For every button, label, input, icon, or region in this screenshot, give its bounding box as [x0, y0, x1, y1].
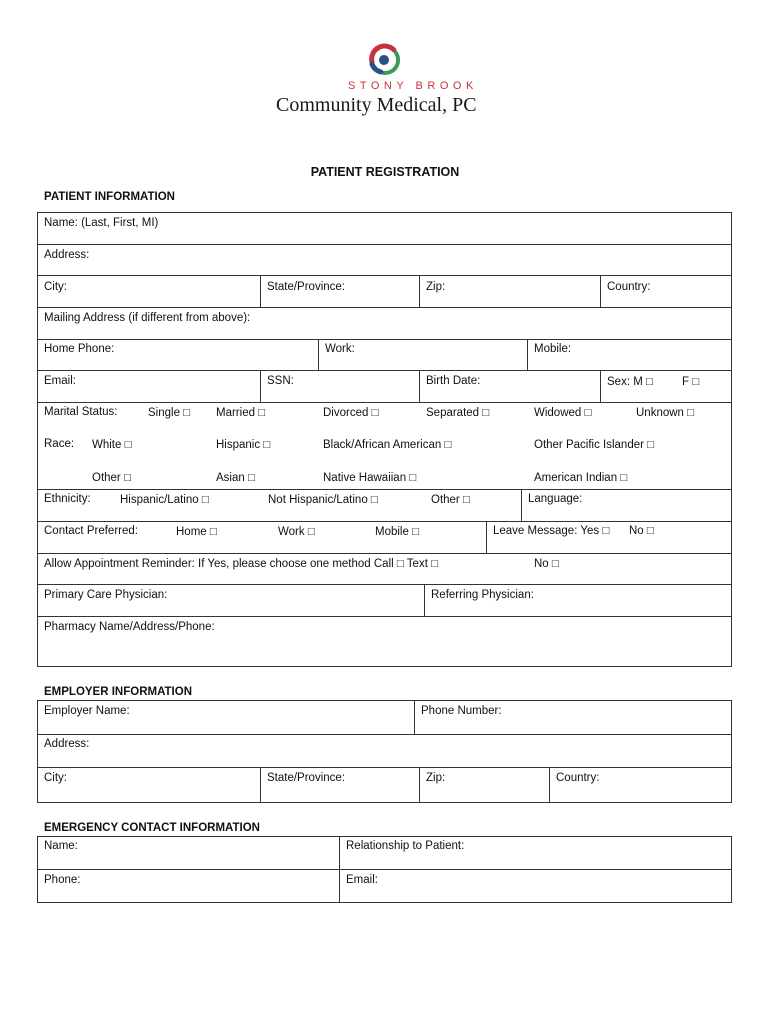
field-employer-state[interactable]: State/Province: — [267, 772, 345, 784]
checkbox-sex-f[interactable]: F □ — [682, 376, 700, 388]
field-pharmacy[interactable]: Pharmacy Name/Address/Phone: — [44, 621, 215, 633]
checkbox-contact-work[interactable]: Work □ — [278, 526, 315, 538]
field-emergency-name[interactable]: Name: — [44, 840, 78, 852]
checkbox-single[interactable]: Single □ — [148, 407, 191, 419]
field-primary-care-physician[interactable]: Primary Care Physician: — [44, 589, 168, 601]
checkbox-unknown[interactable]: Unknown □ — [636, 407, 695, 419]
checkbox-black[interactable]: Black/African American □ — [323, 439, 452, 451]
appointment-reminder[interactable]: Allow Appointment Reminder: If Yes, please choose one method Call □ Text □ — [44, 558, 439, 570]
page-title: PATIENT REGISTRATION — [310, 165, 460, 179]
checkbox-married[interactable]: Married □ — [216, 407, 266, 419]
field-state[interactable]: State/Province: — [267, 281, 345, 293]
logo-mark — [364, 42, 406, 76]
checkbox-widowed[interactable]: Widowed □ — [534, 407, 592, 419]
section-heading-employer: EMPLOYER INFORMATION — [44, 686, 193, 698]
field-work-phone[interactable]: Work: — [325, 343, 355, 355]
field-ssn[interactable]: SSN: — [267, 375, 294, 387]
section-heading-emergency: EMERGENCY CONTACT INFORMATION — [44, 822, 260, 834]
checkbox-asian[interactable]: Asian □ — [216, 472, 255, 484]
field-email[interactable]: Email: — [44, 375, 76, 387]
checkbox-sex-m[interactable]: Sex: M □ — [607, 376, 653, 388]
checkbox-american-indian[interactable]: American Indian □ — [534, 472, 628, 484]
checkbox-pacific-islander[interactable]: Other Pacific Islander □ — [534, 439, 655, 451]
field-employer-country[interactable]: Country: — [556, 772, 600, 784]
field-employer-name[interactable]: Employer Name: — [44, 705, 130, 717]
field-mobile-phone[interactable]: Mobile: — [534, 343, 572, 355]
checkbox-white[interactable]: White □ — [92, 439, 132, 451]
checkbox-hispanic-latino[interactable]: Hispanic/Latino □ — [120, 494, 209, 506]
checkbox-separated[interactable]: Separated □ — [426, 407, 490, 419]
checkbox-leave-message-no[interactable]: No □ — [629, 525, 654, 537]
section-heading-patient: PATIENT INFORMATION — [44, 191, 175, 203]
checkbox-reminder-no[interactable]: No □ — [534, 558, 559, 570]
employer-info-table — [37, 700, 732, 803]
field-employer-phone[interactable]: Phone Number: — [421, 705, 502, 717]
field-employer-zip[interactable]: Zip: — [426, 772, 446, 784]
checkbox-divorced[interactable]: Divorced □ — [323, 407, 379, 419]
field-language[interactable]: Language: — [528, 493, 583, 505]
checkbox-leave-message-yes[interactable]: Leave Message: Yes □ — [493, 525, 610, 537]
field-emergency-email[interactable]: Email: — [346, 874, 378, 886]
contact-preferred-label: Contact Preferred: — [44, 525, 138, 537]
ethnicity-label: Ethnicity: — [44, 493, 91, 505]
marital-status-label: Marital Status: — [44, 406, 118, 418]
field-emergency-relationship[interactable]: Relationship to Patient: — [346, 840, 465, 852]
logo-line1: STONY BROOK — [348, 80, 478, 92]
checkbox-ethnicity-other[interactable]: Other □ — [431, 494, 470, 506]
checkbox-contact-mobile[interactable]: Mobile □ — [375, 526, 420, 538]
field-employer-address[interactable]: Address: — [44, 738, 90, 750]
race-label: Race: — [44, 438, 75, 450]
field-address[interactable]: Address: — [44, 249, 90, 261]
field-emergency-phone[interactable]: Phone: — [44, 874, 81, 886]
checkbox-contact-home[interactable]: Home □ — [176, 526, 217, 538]
checkbox-not-hispanic[interactable]: Not Hispanic/Latino □ — [268, 494, 378, 506]
logo-line2: Community Medical, PC — [276, 94, 477, 116]
field-employer-city[interactable]: City: — [44, 772, 67, 784]
field-country[interactable]: Country: — [607, 281, 651, 293]
field-zip[interactable]: Zip: — [426, 281, 446, 293]
field-mailing-address[interactable]: Mailing Address (if different from above): — [44, 312, 251, 324]
checkbox-hispanic[interactable]: Hispanic □ — [216, 439, 271, 451]
checkbox-race-other[interactable]: Other □ — [92, 472, 131, 484]
field-name[interactable]: Name: (Last, First, MI) — [44, 217, 159, 229]
checkbox-native-hawaiian[interactable]: Native Hawaiian □ — [323, 472, 417, 484]
field-city[interactable]: City: — [44, 281, 67, 293]
field-home-phone[interactable]: Home Phone: — [44, 343, 115, 355]
field-referring-physician[interactable]: Referring Physician: — [431, 589, 534, 601]
field-birth-date[interactable]: Birth Date: — [426, 375, 481, 387]
